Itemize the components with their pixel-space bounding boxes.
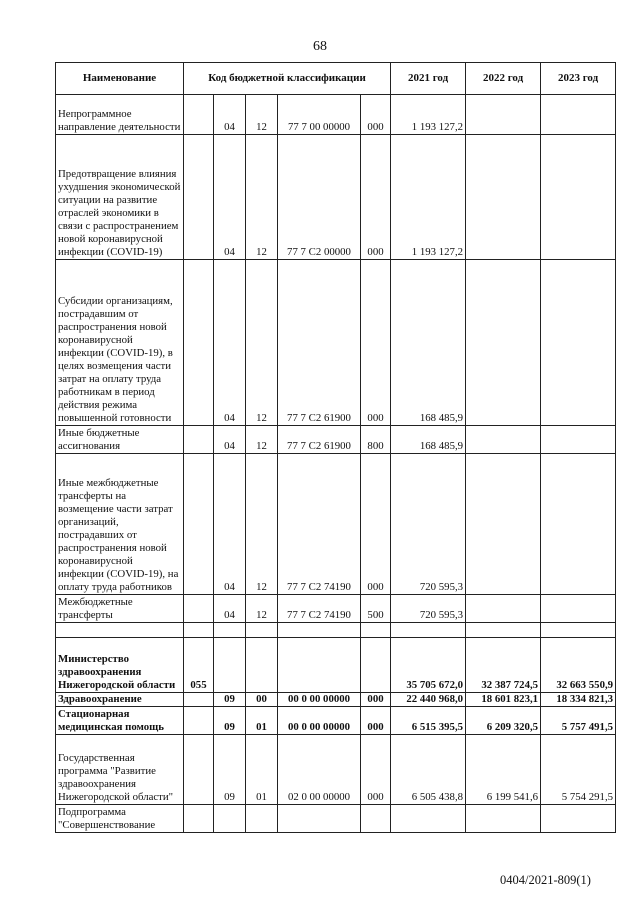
row-code-section: 09 [214,735,246,805]
row-name: Непрограммное направление деятельности [56,95,184,135]
row-code-target: 00 0 00 00000 [278,693,361,707]
row-code-section: 04 [214,454,246,595]
row-name: Межбюджетные трансферты [56,595,184,623]
row-value-2023 [541,95,616,135]
header-2022: 2022 год [466,63,541,95]
row-code-section [214,638,246,693]
row-code-subsection: 12 [246,595,278,623]
row-code-expense: 000 [361,454,391,595]
row-code-expense: 000 [361,135,391,260]
row-name: Государственная программа "Развитие здравоохранения Нижегородской области" [56,735,184,805]
row-value-2022 [466,805,541,833]
row-code-expense: 800 [361,426,391,454]
row-code-ministry [184,426,214,454]
table-row [56,707,616,735]
row-code-target: 00 0 00 00000 [278,707,361,735]
row-code-section [214,805,246,833]
row-code-ministry [184,595,214,623]
row-code-expense: 500 [361,595,391,623]
row-value-2021: 720 595,3 [391,595,466,623]
page-number: 68 [313,39,327,54]
document-code: 0404/2021-809(1) [500,873,591,887]
row-value-2022: 6 199 541,6 [466,735,541,805]
row-code-target: 77 7 С2 74190 [278,454,361,595]
spacer-row [56,623,616,638]
row-code-subsection: 12 [246,260,278,426]
row-name: Иные бюджетные ассигнования [56,426,184,454]
row-name: Иные межбюджетные трансферты на возмещение части затрат организаций, пострадавших от распространения новой коронавирусной инфекции (COVID-19), на оплату труда работников [56,454,184,595]
row-code-section: 04 [214,426,246,454]
row-code-subsection [246,805,278,833]
table-row [56,426,616,454]
row-code-target [278,805,361,833]
row-code-section: 04 [214,135,246,260]
row-code-subsection: 12 [246,426,278,454]
row-code-expense: 000 [361,260,391,426]
row-value-2021: 168 485,9 [391,260,466,426]
header-row [56,63,616,95]
row-code-ministry [184,805,214,833]
row-code-ministry: 055 [184,638,214,693]
row-value-2023 [541,595,616,623]
row-value-2022 [466,135,541,260]
row-value-2022 [466,595,541,623]
row-code-target: 77 7 С2 74190 [278,595,361,623]
budget-table [55,62,616,833]
row-value-2022: 32 387 724,5 [466,638,541,693]
row-code-ministry [184,135,214,260]
row-code-section: 09 [214,693,246,707]
row-name: Стационарная медицинская помощь [56,707,184,735]
row-value-2023: 32 663 550,9 [541,638,616,693]
row-value-2021: 35 705 672,0 [391,638,466,693]
row-code-expense: 000 [361,707,391,735]
header-name: Наименование [56,63,184,95]
row-value-2021 [391,805,466,833]
row-value-2023 [541,260,616,426]
header-2023: 2023 год [541,63,616,95]
row-value-2022: 18 601 823,1 [466,693,541,707]
row-code-target: 77 7 00 00000 [278,95,361,135]
row-code-section: 09 [214,707,246,735]
row-code-ministry [184,693,214,707]
row-value-2023 [541,135,616,260]
row-code-subsection: 01 [246,707,278,735]
row-code-section: 04 [214,95,246,135]
row-value-2022 [466,426,541,454]
table-row [56,805,616,833]
row-name: Подпрограмма "Совершенствование [56,805,184,833]
row-code-target: 02 0 00 00000 [278,735,361,805]
row-code-ministry [184,260,214,426]
table-row [56,638,616,693]
row-code-target [278,638,361,693]
row-code-ministry [184,454,214,595]
row-code-ministry [184,735,214,805]
row-name: Предотвращение влияния ухудшения экономической ситуации на развитие отраслей экономики в связи с распространением новой коронавирусной инфекции (COVID-19) [56,135,184,260]
row-value-2021: 6 505 438,8 [391,735,466,805]
row-code-target: 77 7 С2 61900 [278,260,361,426]
row-code-section: 04 [214,595,246,623]
row-code-expense [361,638,391,693]
table-row [56,595,616,623]
row-name: Министерство здравоохранения Нижегородской области [56,638,184,693]
row-value-2021: 1 193 127,2 [391,95,466,135]
row-value-2023: 5 757 491,5 [541,707,616,735]
row-value-2021: 1 193 127,2 [391,135,466,260]
table-row [56,735,616,805]
row-value-2021: 22 440 968,0 [391,693,466,707]
row-code-expense: 000 [361,95,391,135]
table-row [56,454,616,595]
row-value-2022 [466,454,541,595]
table-row [56,260,616,426]
row-value-2023 [541,454,616,595]
row-name: Субсидии организациям, пострадавшим от распространения новой коронавирусной инфекции (COVID-19), в целях возмещения части затрат на оплату труда работникам в период действия режима повышенной готовности [56,260,184,426]
row-code-expense [361,805,391,833]
row-code-expense: 000 [361,693,391,707]
row-code-subsection: 00 [246,693,278,707]
row-value-2023: 18 334 821,3 [541,693,616,707]
row-code-expense: 000 [361,735,391,805]
row-value-2023 [541,805,616,833]
table-row [56,693,616,707]
table-row [56,95,616,135]
row-code-ministry [184,707,214,735]
row-code-target: 77 7 С2 00000 [278,135,361,260]
row-value-2023: 5 754 291,5 [541,735,616,805]
row-code-target: 77 7 С2 61900 [278,426,361,454]
row-value-2023 [541,426,616,454]
row-code-subsection: 01 [246,735,278,805]
row-value-2021: 168 485,9 [391,426,466,454]
row-value-2022 [466,260,541,426]
row-value-2021: 6 515 395,5 [391,707,466,735]
row-value-2021: 720 595,3 [391,454,466,595]
table-row [56,135,616,260]
header-code: Код бюджетной классификации [184,63,391,95]
row-code-subsection: 12 [246,454,278,595]
row-code-ministry [184,95,214,135]
row-name: Здравоохранение [56,693,184,707]
row-code-subsection: 12 [246,95,278,135]
header-2021: 2021 год [391,63,466,95]
row-code-subsection [246,638,278,693]
row-value-2022 [466,95,541,135]
row-code-section: 04 [214,260,246,426]
row-value-2022: 6 209 320,5 [466,707,541,735]
row-code-subsection: 12 [246,135,278,260]
